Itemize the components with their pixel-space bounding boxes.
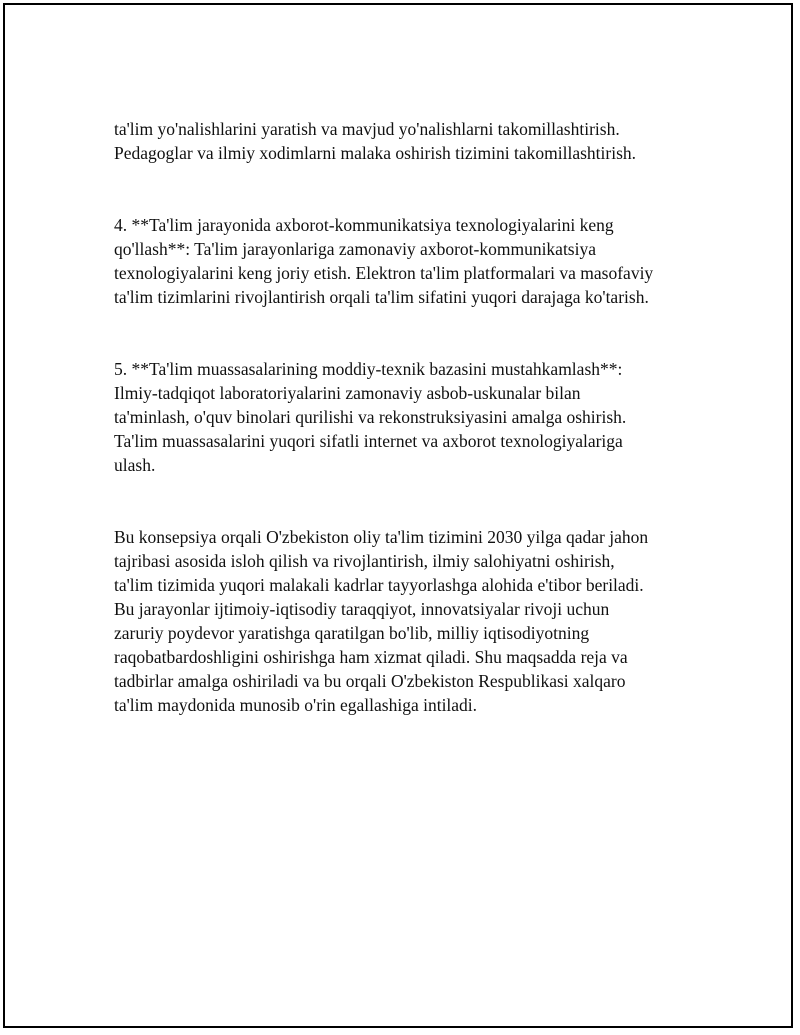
paragraph-item-5: 5. **Ta'lim muassasalarining moddiy-texnik bazasini mustahkamlash**: Ilmiy-tadqiqot laboratoriyalarini zamonaviy asbob-uskunalar bilan ta'minlash, o'quv binolari qurilishi va rekonstruksiyasini amalga oshirish. Ta'lim muassasalarini yuqori sifatli internet va axborot texnologiyalariga ulash. [114,359,627,475]
document-body [114,93,704,765]
paragraph-item-4: 4. **Ta'lim jarayonida axborot-kommunikatsiya texnologiyalarini keng qo'llash**: Ta'lim jarayonlariga zamonaviy axborot-kommunikatsiya texnologiyalarini keng joriy etish. Elektron ta'lim platformalari va masofaviy ta'lim tizimlarini rivojlantirish orqali ta'lim sifatini yuqori darajaga ko'tarish. [114,215,654,307]
paragraph-conclusion: Bu konsepsiya orqali O'zbekiston oliy ta'lim tizimini 2030 yilga qadar jahon tajribasi asosida isloh qilish va rivojlantirish, ilmiy salohiyatni oshirish, ta'lim tizimida yuqori malakali kadrlar tayyorlashga alohida e'tibor beriladi. Bu jarayonlar ijtimoiy-iqtisodiy taraqqiyot, innovatsiyalar rivoji uchun zaruriy poydevor yaratishga qaratilgan bo'lib, milliy iqtisodiyotning raqobatbardoshligini oshirishga ham xizmat qiladi. Shu maqsadda reja va tadbirlar amalga oshiriladi va bu orqali O'zbekiston Respublikasi xalqaro ta'lim maydonida munosib o'rin egallashiga intiladi. [114,527,649,715]
paragraph-intro-continuation: ta'lim yo'nalishlarini yaratish va mavjud yo'nalishlarni takomillashtirish. Pedagoglar va ilmiy xodimlarni malaka oshirish tizimini takomillashtirish. [114,119,637,163]
